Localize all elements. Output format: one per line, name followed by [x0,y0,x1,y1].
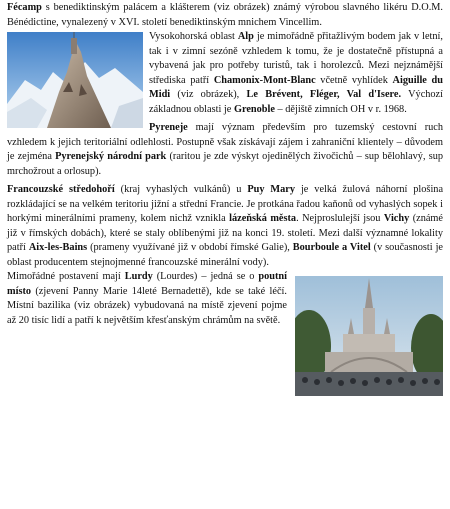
text-run: s benediktinským palácem a klášterem (viz obrázek) známý výrobou slavného likéru D.O.M. Bénédictine, vynalezený v XVI. století benediktinským mnichem Vincellim. [7,2,443,28]
bold-term: Aiguille du Midi [149,74,443,100]
paragraph-lourdes [7,270,443,328]
paragraph-fecamp [7,1,443,30]
alps-aiguille-du-midi-photo [7,32,143,128]
text-run: (raritou je zde výskyt ojedinělých živočichů – sup bělohlavý, sup mrchožrout a orlosup). [7,151,443,177]
bold-term: Bourboule a Vitel [292,242,371,253]
bold-term: Alp [237,31,254,42]
text-run: (prameny využívané již v období římské Galie), [87,242,293,253]
bold-term: Pyrenejský národní park [55,151,167,162]
bold-term: Lurdy [124,271,153,282]
text-run: (známé již v římských dobách), které se staly oblíbenými již na konci 19. století. Mezi další významné lokality patří [7,213,443,253]
paragraph-massif-central [7,183,443,270]
bold-term: Le Brévent, Fléger, Val d'Isere. [246,89,402,100]
paragraph-alps [7,30,443,117]
bold-term: Chamonix-Mont-Blanc [213,74,316,86]
bold-term: Francouzské středohoří [7,184,115,195]
text-run: Výchozí základnou oblasti je [149,89,443,115]
bold-term: Pyreneje [149,122,188,133]
bold-term: Fécamp [7,2,42,13]
text-run: mají význam především pro tuzemský cestovní ruch vzhledem k jejich teritoriální odlehlosti. Postupně však získávají zájem i zahraniční klientely – důvodem je zejména [7,122,443,162]
text-run: včetně vyhlídek [315,74,393,86]
bold-term: lázeňská města [229,213,297,224]
bold-term: Aix-les-Bains [28,242,88,253]
text-run: (v současnosti je oblast producentem stejnojmenné francouzské minerální vody). [7,242,443,268]
lourdes-basilica-photo [295,276,443,396]
text-run: (viz obrázek), [170,89,247,100]
text-run: je velká žulová náhorní plošina rozkládající se na velkém teritoriu jižní a střední Francie. Je protkána řadou kaňonů od vyhaslých sopek i horkými minerálními prameny, kolem nichž vznikla [7,184,444,224]
paragraph-pyrenees [7,121,443,179]
bold-term: Vichy [383,213,410,224]
text-run: (kraj vyhaslých vulkánů) u [114,184,248,195]
text-run: Mimořádné postavení mají [7,271,125,282]
text-run: . Nejproslulejší jsou [296,213,384,224]
bold-term: poutní místo [7,271,288,297]
bold-term: Grenoble [233,103,275,115]
bold-term: Puy Mary [247,184,296,195]
text-run: (Lourdes) – jedná se o [152,271,259,282]
text-run: Vysokohorská oblast [149,31,238,42]
text-run: (zjevení Panny Marie 14leté Bernadettě), kde se také léčí. Místní bazilika (viz obrázek) vybudovaná na místě zjevení pojme až 20 tisíc lidí a patří k největším křesťanským chrámům na světě. [7,285,287,326]
text-run: – dějiště zimních OH v r. 1968. [274,103,407,115]
text-run: je mimořádně přitažlivým bodem jak v letní, tak i v zimní sezóně vzhledem k tomu, že je dostatečně přístupná a vybavená jak pro potřeby turistů, tak i horolezců. Mezi nejznámější střediska patří [149,31,443,86]
